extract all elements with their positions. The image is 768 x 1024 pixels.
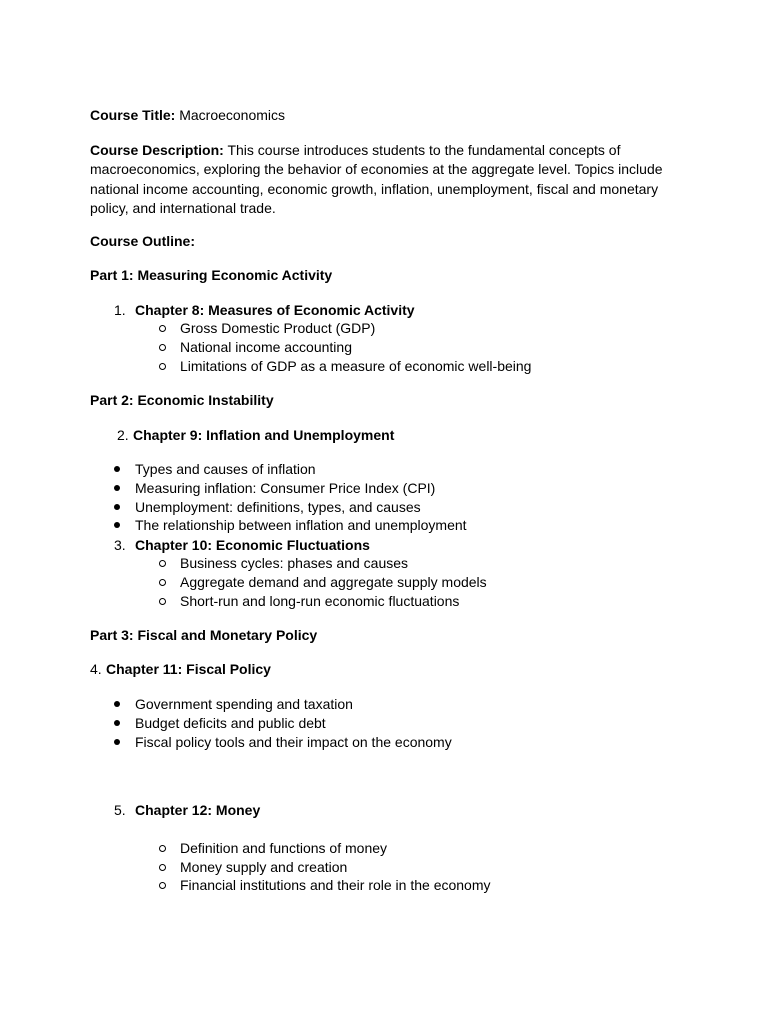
part2-heading: Part 2: Economic Instability: [90, 392, 274, 408]
chapter10-title: Chapter 10: Economic Fluctuations: [135, 537, 370, 553]
course-description-label: Course Description:: [90, 142, 224, 158]
hollow-bullet-icon: [159, 864, 166, 871]
chapter8-number: 1.: [114, 302, 126, 318]
chapter8-item: Gross Domestic Product (GDP): [180, 320, 376, 336]
hollow-bullet-icon: [159, 598, 166, 605]
chapter12-number: 5.: [114, 802, 126, 818]
hollow-bullet-icon: [159, 363, 166, 370]
course-title-value: Macroeconomics: [179, 107, 286, 123]
course-description: [90, 141, 680, 218]
part1-heading: Part 1: Measuring Economic Activity: [90, 267, 333, 283]
solid-bullet-icon: [114, 504, 120, 510]
chapter8-item: Limitations of GDP as a measure of economic well-being: [180, 358, 532, 374]
chapter11-item: Budget deficits and public debt: [135, 715, 326, 731]
hollow-bullet-icon: [159, 325, 166, 332]
chapter12-item: Financial institutions and their role in the economy: [180, 877, 491, 893]
solid-bullet-icon: [114, 466, 120, 472]
chapter11-number: 4.: [90, 661, 102, 677]
hollow-bullet-icon: [159, 560, 166, 567]
solid-bullet-icon: [114, 522, 120, 528]
solid-bullet-icon: [114, 485, 120, 491]
chapter9-item: Unemployment: definitions, types, and causes: [135, 499, 421, 515]
chapter12-item: Definition and functions of money: [180, 840, 388, 856]
course-title: [90, 106, 285, 125]
course-description-text: This course introduces students to the fundamental concepts of macroeconomics, exploring the behavior of economies at the aggregate level. Topics include national income accounting, economic growth, inflation, unemployment, fiscal and monetary policy, and international trade.: [90, 142, 663, 216]
chapter8-title: Chapter 8: Measures of Economic Activity: [135, 302, 415, 318]
chapter9-number: 2.: [117, 427, 129, 443]
part3-heading: Part 3: Fiscal and Monetary Policy: [90, 627, 318, 643]
chapter11-item: Government spending and taxation: [135, 696, 353, 712]
solid-bullet-icon: [114, 720, 120, 726]
solid-bullet-icon: [114, 701, 120, 707]
chapter9-title: Chapter 9: Inflation and Unemployment: [133, 427, 395, 443]
hollow-bullet-icon: [159, 344, 166, 351]
chapter12-title: Chapter 12: Money: [135, 802, 261, 818]
course-outline-label: Course Outline:: [90, 233, 196, 249]
hollow-bullet-icon: [159, 882, 166, 889]
chapter9-item: The relationship between inflation and unemployment: [135, 517, 467, 533]
chapter11-item: Fiscal policy tools and their impact on the economy: [135, 734, 452, 750]
chapter11-title: Chapter 11: Fiscal Policy: [106, 661, 271, 677]
chapter8-item: National income accounting: [180, 339, 352, 355]
chapter9-item: Measuring inflation: Consumer Price Index (CPI): [135, 480, 436, 496]
chapter10-item: Short-run and long-run economic fluctuations: [180, 593, 460, 609]
hollow-bullet-icon: [159, 845, 166, 852]
chapter10-item: Business cycles: phases and causes: [180, 555, 409, 571]
hollow-bullet-icon: [159, 579, 166, 586]
chapter10-number: 3.: [114, 537, 126, 553]
solid-bullet-icon: [114, 739, 120, 745]
course-title-label: Course Title:: [90, 107, 176, 123]
chapter9-item: Types and causes of inflation: [135, 461, 316, 477]
chapter12-item: Money supply and creation: [180, 859, 348, 875]
chapter10-item: Aggregate demand and aggregate supply models: [180, 574, 487, 590]
